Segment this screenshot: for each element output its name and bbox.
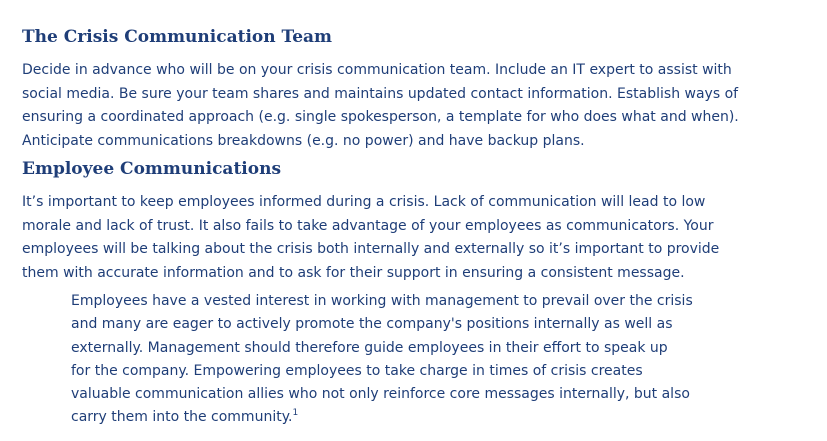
- paragraph-line: social media. Be sure your team shares and maintains updated contact information. Establish ways of: [22, 85, 739, 102]
- footnote-marker[interactable]: 1: [292, 408, 299, 419]
- quote-line-text: carry them into the community.: [71, 409, 293, 426]
- block-quote: [71, 290, 791, 430]
- quote-line: externally. Management should therefore guide employees in their effort to speak up: [71, 339, 668, 356]
- quote-last-line: [71, 406, 791, 429]
- paragraph-line: Decide in advance who will be on your crisis communication team. Include an IT expert to assist with: [22, 62, 732, 78]
- paragraph-line: employees will be talking about the crisis both internally and externally so it’s important to provide: [22, 241, 720, 257]
- paragraph-line: them with accurate information and to ask for their support in ensuring a consistent message.: [22, 264, 685, 281]
- paragraph-employee-communications: [22, 191, 812, 285]
- paragraph-crisis-team: [22, 59, 812, 153]
- section-heading-employee-communications: Employee Communications: [22, 159, 282, 179]
- paragraph-line: It’s important to keep employees informed during a crisis. Lack of communication will lead to low: [22, 194, 706, 210]
- paragraph-line: ensuring a coordinated approach (e.g. single spokesperson, a template for who does what and when).: [22, 109, 739, 125]
- paragraph-line: Anticipate communications breakdowns (e.g. no power) and have backup plans.: [22, 132, 585, 149]
- quote-line: valuable communication allies who not only reinforce core messages internally, but also: [71, 386, 690, 403]
- quote-line: Employees have a vested interest in working with management to prevail over the crisis: [71, 293, 693, 309]
- paragraph-line: morale and lack of trust. It also fails to take advantage of your employees as communicators. Your: [22, 217, 714, 234]
- quote-line: for the company. Empowering employees to take charge in times of crisis creates: [71, 362, 643, 379]
- quote-line: and many are eager to actively promote the company's positions internally as well as: [71, 316, 673, 333]
- section-heading-crisis-team: The Crisis Communication Team: [22, 27, 333, 47]
